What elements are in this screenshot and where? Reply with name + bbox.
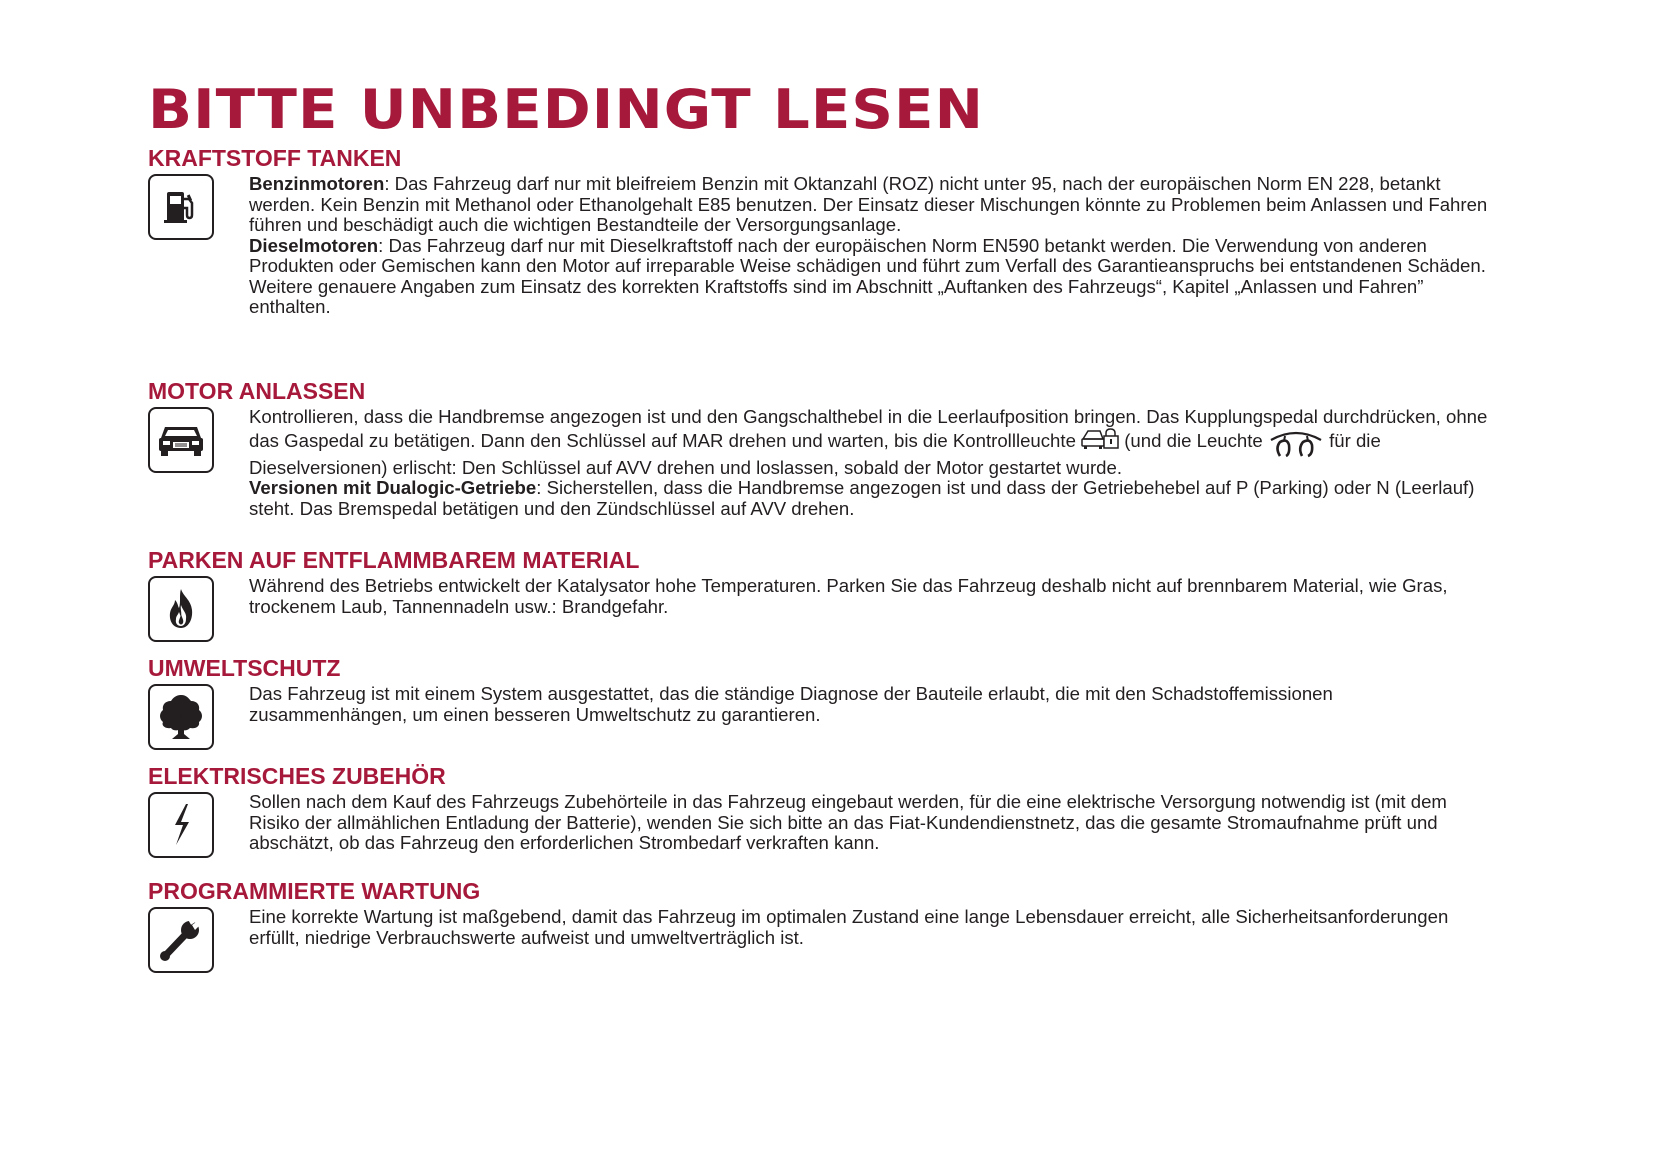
text-dualogic: : Sicherstellen, dass die Handbremse angezogen ist und dass der Getriebehebel auf P (Parking) oder N (Leerlauf) steht. Das Bremspedal betätigen und den Zündschlüssel auf AVV drehen. [249,477,1475,519]
paragraph-diesel [249,236,1489,277]
section-body [249,174,1489,318]
section-body [249,792,1489,854]
paragraph-fuel-reference: Weitere genauere Angaben zum Einsatz des korrekten Kraftstoffs sind im Abschnitt „Auftanken des Fahrzeugs“, Kapitel „Anlassen und Fahren” enthalten. [249,275,1424,317]
section-body [249,576,1489,617]
section-heading: PARKEN AUF ENTFLAMMBAREM MATERIAL [148,547,640,573]
label-diesel-engines: Dieselmotoren [249,234,379,256]
fuel-pump-icon [148,174,214,240]
text-start-2: (und die Leuchte [1119,429,1268,451]
car-front-icon [148,407,214,473]
text-diesel: : Das Fahrzeug darf nur mit Dieselkraftstoff nach der europäischen Norm EN590 betankt werden. Die Verwendung von anderen Produkten oder Gemischen kann den Motor auf irreparable Weise schädigen und führt zum Verfall des Garantieanspruchs bei entstandenen Schäden. [249,234,1486,276]
section-heading: UMWELTSCHUTZ [148,655,341,681]
glow-plug-light-icon [1268,428,1324,458]
text-start-3: für die Dieselversionen) erlischt: Den Schlüssel auf AVV drehen und loslassen, sobald der Motor gestartet wurde. [249,429,1381,478]
paragraph-dualogic [249,478,1489,519]
section-heading: MOTOR ANLASSEN [148,378,366,404]
paragraph-flammable: Während des Betriebs entwickelt der Katalysator hohe Temperaturen. Parken Sie das Fahrzeug deshalb nicht auf brennbarem Material, wie Gras, trockenem Laub, Tannennadeln usw.: Brandgefahr. [249,575,1448,617]
flame-icon [148,576,214,642]
section-heading: ELEKTRISCHES ZUBEHÖR [148,763,446,789]
section-heading: KRAFTSTOFF TANKEN [148,145,402,171]
section-electrical-accessories [148,763,1488,853]
section-body [249,407,1489,519]
section-body [249,684,1489,725]
section-fuel [148,145,1488,317]
paragraph-start-procedure [249,407,1489,478]
paragraph-maintenance: Eine korrekte Wartung ist maßgebend, damit das Fahrzeug im optimalen Zustand eine lange Lebensdauer erreicht, alle Sicherheitsanforderungen erfüllt, niedrige Verbrauchswerte aufweist und umweltverträglich ist. [249,906,1449,948]
section-parking-flammable [148,547,1488,617]
lightning-bolt-icon [148,792,214,858]
paragraph-environment: Das Fahrzeug ist mit einem System ausgestattet, das die ständige Diagnose der Bauteile erlaubt, die mit den Schadstoffemissionen zusammenhängen, um einen besseren Umweltschutz zu garantieren. [249,683,1333,725]
immobilizer-warning-light-icon [1081,428,1119,455]
text-petrol: : Das Fahrzeug darf nur mit bleifreiem Benzin mit Oktanzahl (ROZ) nicht unter 95, nach der europäischen Norm EN 228, betankt werden. Kein Benzin mit Methanol oder Ethanolgehalt E85 benutzen. Der Einsatz dieser Mischungen könnte zu Problemen beim Anlassen und Fahren führen und beschädigt auch die wichtigen Bestandteile der Versorgungsanlage. [249,173,1488,235]
page-title: BITTE UNBEDINGT LESEN [148,78,985,141]
label-dualogic-versions: Versionen mit Dualogic-Getriebe [249,477,537,498]
section-scheduled-maintenance [148,878,1488,948]
tree-icon [148,684,214,750]
text-start-1: Kontrollieren, dass die Handbremse angezogen ist und den Gangschalthebel in die Leerlaufposition bringen. Das Kupplungspedal durchdrücken, ohne das Gaspedal zu betätigen. Dann den Schlüssel auf MAR drehen und warten, bis die Kontrollleuchte [249,406,1488,451]
section-environment [148,655,1488,725]
paragraph-petrol [249,174,1489,236]
section-engine-start [148,378,1488,519]
paragraph-electrical: Sollen nach dem Kauf des Fahrzeugs Zubehörteile in das Fahrzeug eingebaut werden, für die eine elektrische Versorgung notwendig ist (mit dem Risiko der allmählichen Entladung der Batterie), wenden Sie sich bitte an das Fiat-Kundendienstnetz, das die gesamte Stromaufnahme prüft und abschätzt, ob das Fahrzeug den erforderlichen Strombedarf verkraften kann. [249,791,1447,853]
label-petrol-engines: Benzinmotoren [249,173,385,194]
section-heading: PROGRAMMIERTE WARTUNG [148,878,481,904]
wrench-icon [148,907,214,973]
section-body [249,907,1489,948]
